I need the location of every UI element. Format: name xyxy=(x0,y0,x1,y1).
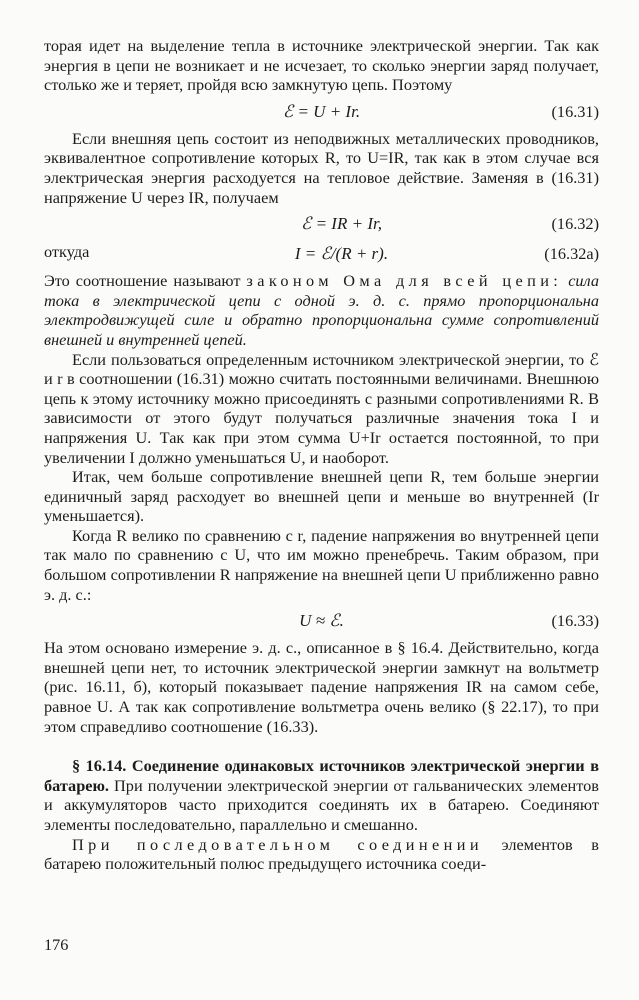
equation-16-33 xyxy=(44,608,599,634)
word-otkuda: откуда xyxy=(44,242,90,262)
equation-number: (16.32) xyxy=(551,214,599,234)
paragraph-resistance: Итак, чем больше сопротивление внешней цепи R, тем больше энергии единичный заряд расходует во внешней цепи и меньше во внутренней (Ir уменьшается). xyxy=(44,467,599,526)
paragraph-large-r: Когда R велико по сравнению с r, падение напряжения во внутренней цепи так мало по сравнению с U, что им можно пренебречь. Таким образом, при большом сопротивлении R напряжение на внешней цепи U приближенно равно э. д. с.: xyxy=(44,525,599,604)
ohm-law-term: законом Ома для всей цепи: xyxy=(246,271,563,291)
section-text: При получении электрической энергии от гальванических элементов и аккумуляторов часто приходится соединять их в батарею. Соединяют элементы последовательно, параллельно и смешанно. xyxy=(44,775,599,834)
equation-16-32a xyxy=(44,241,599,267)
equation-formula: I = ℰ/(R + r). xyxy=(294,244,389,264)
paragraph-ohm-law xyxy=(44,271,599,349)
equation-number: (16.31) xyxy=(551,101,599,121)
paragraph-source: Если пользоваться определенным источником электрической энергии, то ℰ и r в соотношении (16.31) можно считать постоянными величинами. Внешнюю цепь к этому источнику можно присоединять с разными сопротивлениями R. В зависимости от этого будут получаться различные значения тока I и напряжения U. Так как при этом сумма U+Ir остается постоянной, то при увеличении I должно уменьшаться U, и наоборот. xyxy=(44,349,599,467)
paragraph-series xyxy=(44,835,599,874)
equation-16-32 xyxy=(44,211,599,237)
paragraph-external-circuit: Если внешняя цепь состоит из неподвижных металлических проводников, эквивалентное сопротивление которых R, то U=IR, так как в этом случае вся электрическая энергия расходуется на тепловое действие. Заменяя в (16.31) напряжение U через IR, получаем xyxy=(44,128,599,207)
page-number: 176 xyxy=(44,935,69,954)
ohm-law-intro: Это соотношение называют xyxy=(44,271,241,291)
paragraph-measurement: На этом основано измерение э. д. с., описанное в § 16.4. Действительно, когда внешней цепи нет, то источник электрической энергии замкнут на вольтметр (рис. 16.11, б), который показывает падение напряжения IR на самом себе, равное U. А так как сопротивление вольтметра очень велико (§ 22.17), то при этом справедливо соотношение (16.33). xyxy=(44,638,599,736)
equation-formula: ℰ = IR + Ir, xyxy=(301,214,382,234)
section-16-14 xyxy=(44,756,599,834)
equation-number: (16.32a) xyxy=(544,244,599,264)
page-body xyxy=(44,36,599,874)
series-text: элементов в батарею положительный полюс предыдущего источника соеди- xyxy=(44,834,599,874)
equation-number: (16.33) xyxy=(551,611,599,631)
section-title: § 16.14. Соединение одинаковых источников электрической энергии в батарею. xyxy=(44,756,599,795)
equation-formula: U ≈ ℰ. xyxy=(299,611,344,631)
series-term: При последовательном соединении xyxy=(72,834,483,854)
equation-16-32a-row xyxy=(44,241,599,267)
equation-16-31 xyxy=(44,99,599,125)
paragraph-continuation: торая идет на выделение тепла в источнике электрической энергии. Так как энергия в цепи не возникает и не исчезает, то сколько энергии заряд получает, столько же и теряет, пройдя всю замкнутую цепь. Поэтому xyxy=(44,36,599,95)
equation-formula: ℰ = U + Ir. xyxy=(282,101,361,121)
ohm-law-statement: сила тока в электрической цепи с одной э. д. с. прямо пропорциональна электродвижущей силе и обратно пропорциональна сумме сопротивлений внешней и внутренней цепей. xyxy=(44,271,599,349)
